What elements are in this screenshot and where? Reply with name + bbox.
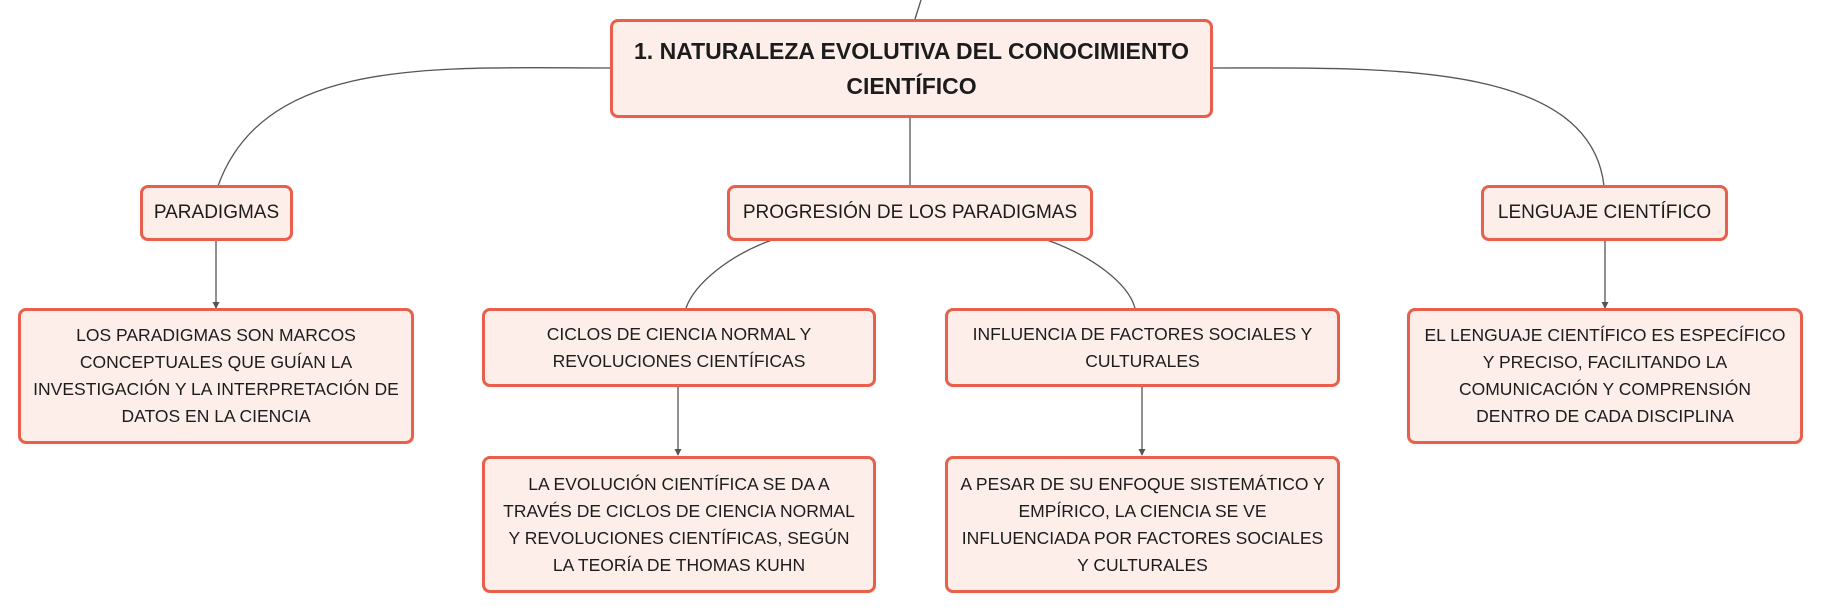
connector-root-to-lenguaje (1211, 68, 1604, 186)
topic-node-progresion[interactable] (727, 185, 1093, 241)
detail-node-lenguaje[interactable] (1407, 308, 1803, 444)
connector-progresion-to-influencia (1047, 240, 1135, 308)
subtopic-node-label: CICLOS DE CIENCIA NORMAL Y REVOLUCIONES CIENTÍFICAS (546, 323, 812, 371)
connector-progresion-to-ciclos (686, 240, 772, 308)
detail-node-influencia[interactable] (945, 456, 1340, 593)
subtopic-node-label: INFLUENCIA DE FACTORES SOCIALES Y CULTURALES (972, 323, 1313, 371)
root-node-title: 1. NATURALEZA EVOLUTIVA DEL CONOCIMIENTO CIENTÍFICO (634, 37, 1189, 99)
topic-node-label: PARADIGMAS (153, 202, 280, 223)
topic-node-paradigmas[interactable] (140, 185, 293, 241)
detail-node-text: LA EVOLUCIÓN CIENTÍFICA SE DA A TRAVÉS DE CICLOS DE CIENCIA NORMAL Y REVOLUCIONES CIENTÍFICAS, SEGÚN LA TEORÍA DE THOMAS KUHN (503, 473, 855, 575)
connector-root-to-paradigmas (218, 68, 612, 186)
detail-node-text: LOS PARADIGMAS SON MARCOS CONCEPTUALES QUE GUÍAN LA INVESTIGACIÓN Y LA INTERPRETACIÓN DE DATOS EN LA CIENCIA (33, 325, 399, 426)
arrowhead-ciclos-detail (675, 449, 682, 456)
subtopic-node-influencia[interactable] (945, 308, 1340, 387)
subtopic-node-ciclos[interactable] (482, 308, 876, 387)
topic-node-lenguaje[interactable] (1481, 185, 1728, 241)
detail-node-text: EL LENGUAJE CIENTÍFICO ES ESPECÍFICO Y PRECISO, FACILITANDO LA COMUNICACIÓN Y COMPRENSIÓN DENTRO DE CADA DISCIPLINA (1424, 325, 1786, 426)
arrowhead-influencia-detail (1139, 449, 1146, 456)
connector-parent-to-root (915, 0, 921, 19)
root-node[interactable] (610, 19, 1213, 118)
topic-node-label: LENGUAJE CIENTÍFICO (1497, 202, 1712, 223)
topic-node-label: PROGRESIÓN DE LOS PARADIGMAS (742, 202, 1078, 223)
detail-node-text: A PESAR DE SU ENFOQUE SISTEMÁTICO Y EMPÍRICO, LA CIENCIA SE VE INFLUENCIADA POR FACTORES SOCIALES Y CULTURALES (960, 473, 1325, 575)
detail-node-ciclos[interactable] (482, 456, 876, 593)
detail-node-paradigmas[interactable] (18, 308, 414, 444)
